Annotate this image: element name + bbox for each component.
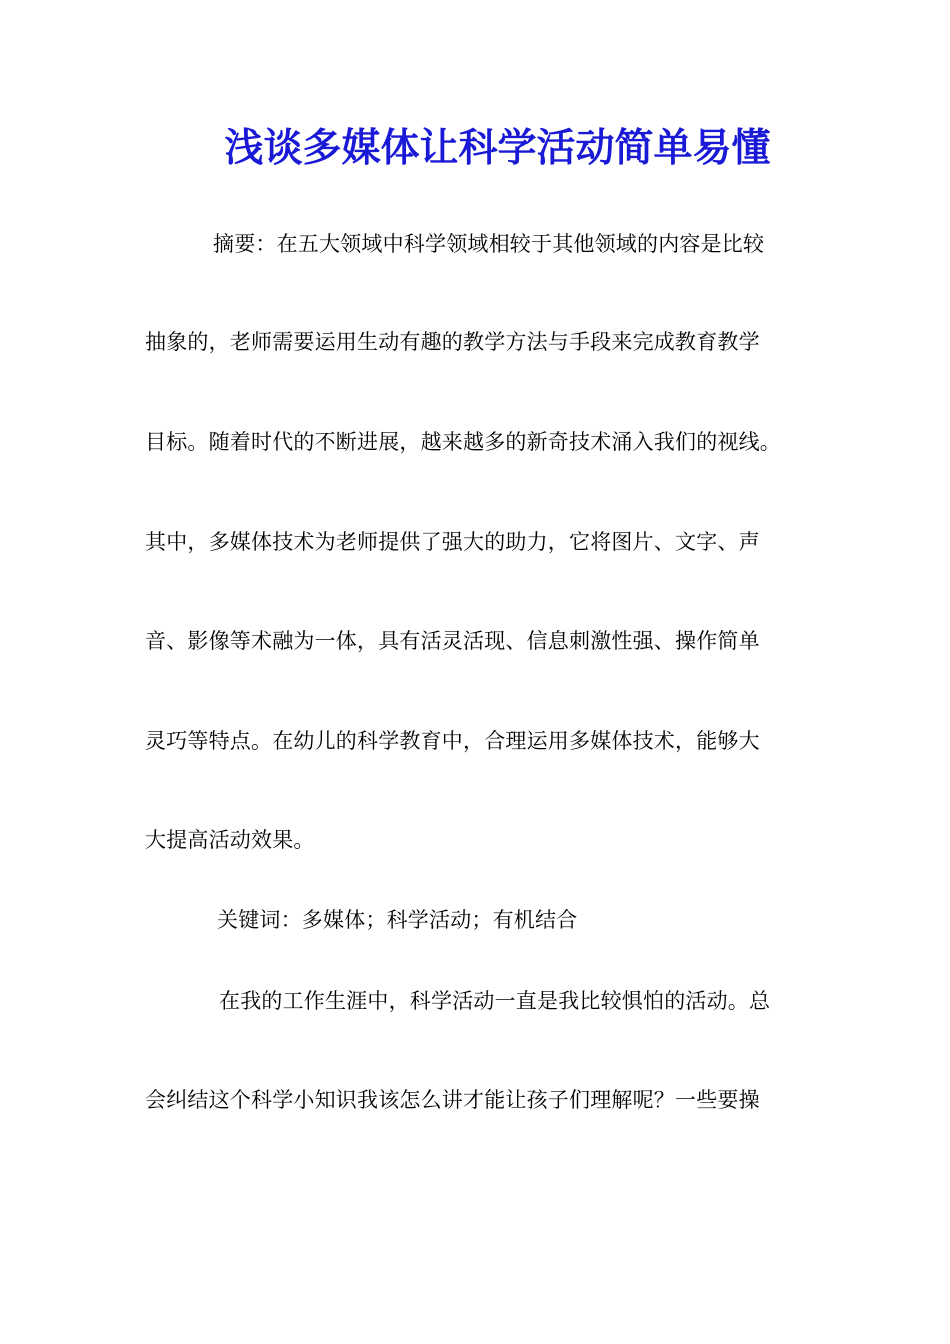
body-line-1: 在我的工作生涯中，科学活动一直是我比较惧怕的活动。总 (219, 989, 771, 1013)
document-title: 浅谈多媒体让科学活动简单易懂 (224, 125, 771, 171)
abstract-line-4: 其中，多媒体技术为老师提供了强大的助力，它将图片、文字、声 (145, 530, 760, 554)
body-line-2: 会纠结这个科学小知识我该怎么讲才能让孩子们理解呢？一些要操 (145, 1088, 760, 1112)
abstract-line-1: 摘要：在五大领域中科学领域相较于其他领域的内容是比较 (213, 232, 765, 256)
abstract-line-5: 音、影像等术融为一体，具有活灵活现、信息刺激性强、操作简单 (145, 629, 760, 653)
keywords-line: 关键词：多媒体；科学活动；有机结合 (217, 908, 578, 932)
abstract-line-2: 抽象的，老师需要运用生动有趣的教学方法与手段来完成教育教学 (145, 330, 760, 354)
abstract-line-7: 大提高活动效果。 (145, 828, 315, 852)
abstract-line-6: 灵巧等特点。在幼儿的科学教育中，合理运用多媒体技术，能够大 (145, 729, 760, 753)
abstract-line-3: 目标。随着时代的不断进展，越来越多的新奇技术涌入我们的视线。 (145, 430, 781, 454)
